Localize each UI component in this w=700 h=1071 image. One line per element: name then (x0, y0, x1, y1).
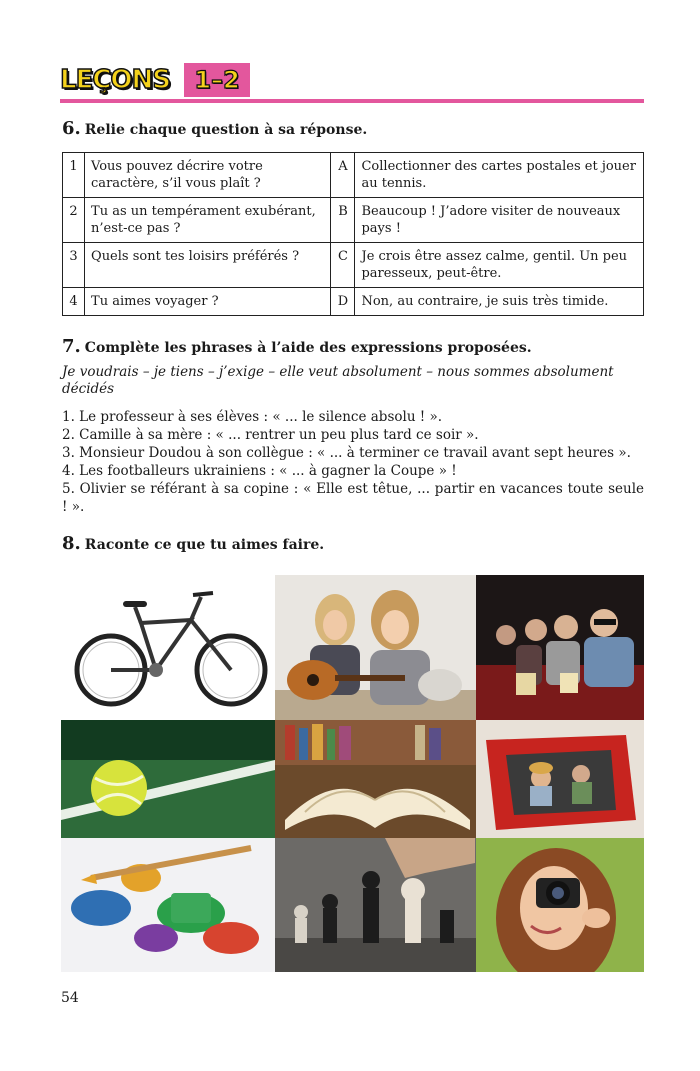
header-divider (60, 99, 644, 103)
question-cell: Tu aimes voyager ? (85, 288, 331, 316)
exercise-7-title (62, 336, 532, 357)
open-book-photo (275, 720, 476, 838)
cinema-audience-photo (476, 575, 644, 720)
lesson-header (60, 62, 250, 98)
painting-palette-photo (61, 838, 275, 972)
sentence-list (62, 408, 644, 516)
answer-letter: B (331, 198, 355, 243)
question-number: 3 (63, 243, 85, 288)
lessons-label: LEÇONS (60, 65, 170, 95)
question-cell: Quels sont tes loisirs préférés ? (85, 243, 331, 288)
answer-letter: C (331, 243, 355, 288)
question-number: 4 (63, 288, 85, 316)
table-row (63, 288, 644, 316)
exercise-6-title (62, 118, 367, 139)
table-row (63, 243, 644, 288)
list-item: 1. Le professeur à ses élèves : « ... le silence absolu ! ». (62, 409, 443, 425)
list-item: 3. Monsieur Doudou à son collègue : « ... à terminer ce travail avant sept heures ». (62, 445, 631, 461)
question-cell: Vous pouvez décrire votre caractère, s’il vous plaît ? (85, 153, 331, 198)
answer-letter: D (331, 288, 355, 316)
question-cell: Tu as un tempérament exubérant, n’est-ce pas ? (85, 198, 331, 243)
lesson-range-badge (184, 63, 250, 97)
answer-letter: A (331, 153, 355, 198)
exercise-8-title (62, 533, 324, 554)
tennis-ball-photo (61, 720, 275, 838)
answer-cell: Non, au contraire, je suis très timide. (355, 288, 644, 316)
list-item: 2. Camille à sa mère : « ... rentrer un peu plus tard ce soir ». (62, 427, 479, 443)
kart-racing-photo (476, 720, 644, 838)
expression-bank: Je voudrais – je tiens – j’exige – elle veut absolument – nous sommes absolument décidés (62, 364, 614, 397)
bicycle-photo (61, 575, 275, 720)
list-item: 5. Olivier se référant à sa copine : « Elle est têtue, ... partir en vacances toute seule ! ». (62, 481, 644, 515)
exercise-number: 8. (62, 533, 81, 554)
table-row (63, 153, 644, 198)
answer-cell: Beaucoup ! J’adore visiter de nouveaux pays ! (355, 198, 644, 243)
lesson-range: 1–2 (194, 66, 240, 94)
exercise-instruction: Raconte ce que tu aimes faire. (84, 537, 325, 553)
table-row (63, 198, 644, 243)
question-number: 1 (63, 153, 85, 198)
chess-photo (275, 838, 476, 972)
page-number: 54 (61, 990, 79, 1006)
question-number: 2 (63, 198, 85, 243)
answer-cell: Je crois être assez calme, gentil. Un peu paresseux, peut-être. (355, 243, 644, 288)
guitar-girls-photo (275, 575, 476, 720)
exercise-number: 7. (62, 336, 81, 357)
exercise-number: 6. (62, 118, 81, 139)
answer-cell: Collectionner des cartes postales et jouer au tennis. (355, 153, 644, 198)
exercise-instruction: Complète les phrases à l’aide des expressions proposées. (84, 340, 532, 356)
camera-girl-photo (476, 838, 644, 972)
hobby-photo-grid (61, 575, 644, 972)
list-item: 4. Les footballeurs ukrainiens : « ... à gagner la Coupe » ! (62, 463, 457, 479)
exercise-instruction: Relie chaque question à sa réponse. (84, 122, 368, 138)
matching-table (62, 152, 644, 316)
